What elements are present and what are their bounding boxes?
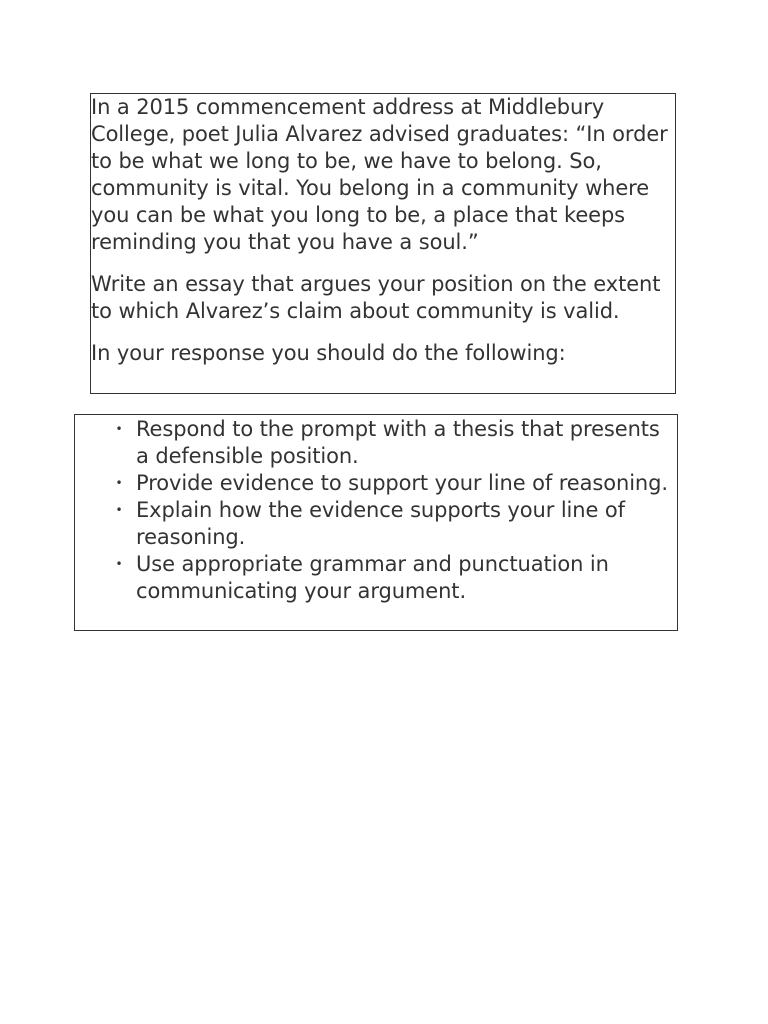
task-list-box [74, 414, 678, 631]
task-item-grammar [115, 551, 676, 605]
task-item-label: Explain how the evidence supports your line of reasoning. [136, 498, 625, 549]
bullet-icon: • [115, 557, 123, 571]
bullet-icon: • [115, 476, 123, 490]
task-item-label: Respond to the prompt with a thesis that presents a defensible position. [136, 417, 660, 468]
prompt-box [90, 93, 676, 394]
task-item-evidence [115, 470, 676, 497]
task-list [115, 416, 676, 605]
prompt-instruction-paragraph: Write an essay that argues your position on the extent to which Alvarez’s claim about community is valid. [91, 272, 661, 323]
task-item-label: Use appropriate grammar and punctuation in communicating your argument. [136, 552, 609, 603]
bullet-icon: • [115, 422, 123, 436]
task-item-explain [115, 497, 676, 551]
task-item-thesis [115, 416, 676, 470]
prompt-response-intro: In your response you should do the following: [91, 341, 566, 365]
task-item-label: Provide evidence to support your line of reasoning. [136, 471, 668, 495]
bullet-icon: • [115, 503, 123, 517]
prompt-quote-paragraph: In a 2015 commencement address at Middlebury College, poet Julia Alvarez advised graduates: “In order to be what we long to be, we have to belong. So, community is vital. You belong in a community where you can be what you long to be, a place that keeps reminding you that you have a soul.” [91, 95, 668, 254]
